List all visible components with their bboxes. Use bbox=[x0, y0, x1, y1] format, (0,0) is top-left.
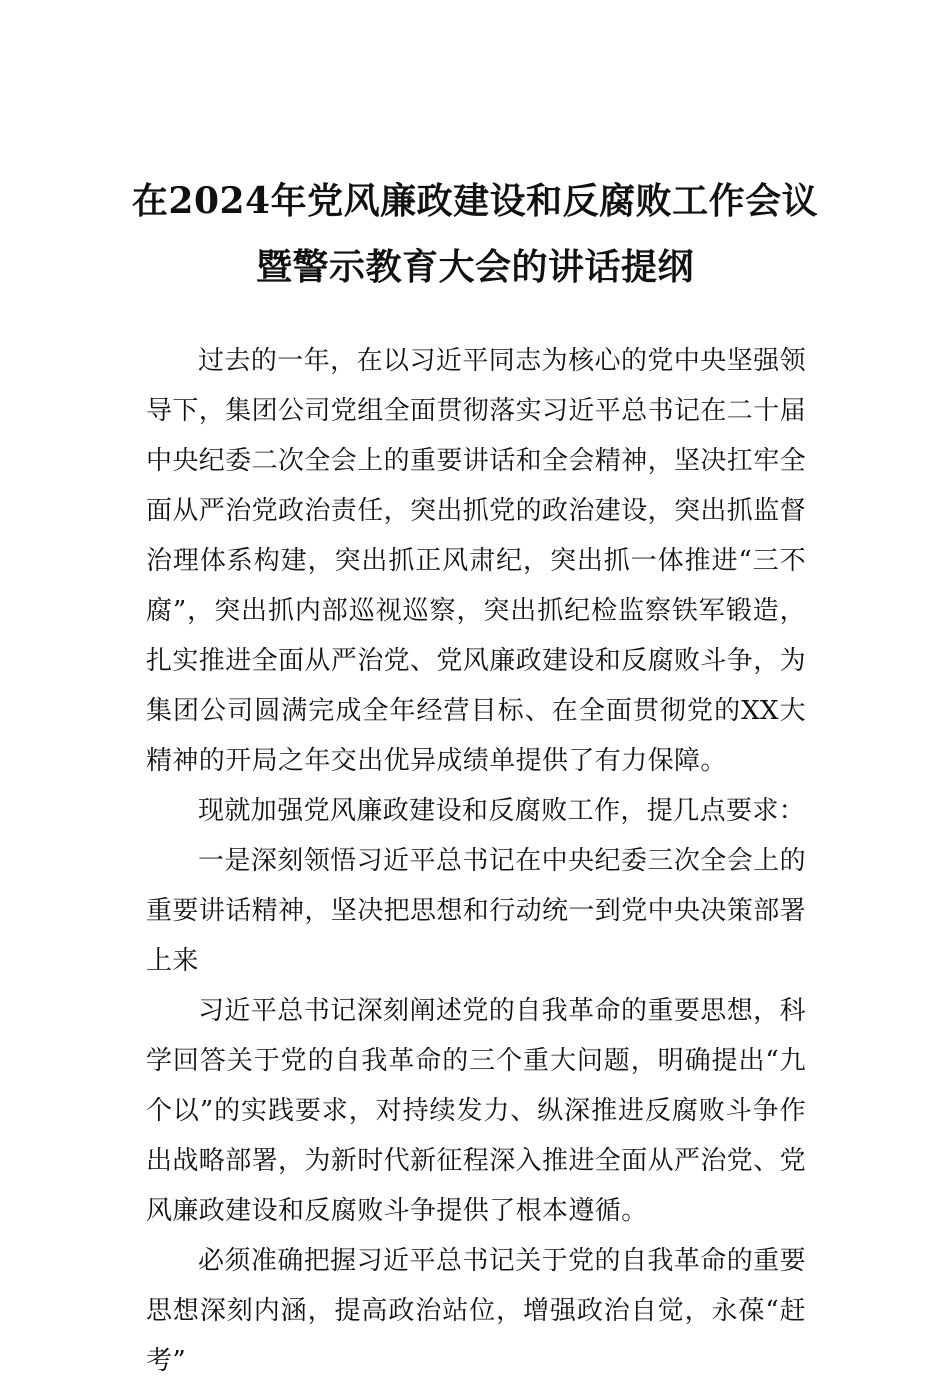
document-body bbox=[146, 336, 806, 1386]
paragraph-point-one-heading: 一是深刻领悟习近平总书记在中央纪委三次全会上的重要讲话精神，坚决把思想和行动统一到党中央决策部署上来 bbox=[146, 846, 807, 976]
paragraph-requirements-intro: 现就加强党风廉政建设和反腐败工作，提几点要求： bbox=[198, 796, 806, 826]
paragraph-review: 过去的一年，在以习近平同志为核心的党中央坚强领导下，集团公司党组全面贯彻落实习近平总书记在二十届中央纪委二次全会上的重要讲话和全会精神，坚决扛牢全面从严治党政治责任，突出抓党的政治建设，突出抓监督治理体系构建，突出抓正风肃纪，突出抓一体推进“三不腐”，突出抓内部巡视巡察，突出抓纪检监察铁军锻造，扎实推进全面从严治党、党风廉政建设和反腐败斗争，为集团公司圆满完成全年经营目标、在全面贯彻党的XX大精神的开局之年交出优异成绩单提供了有力保障。 bbox=[146, 346, 807, 776]
title-line-1: 在2024年党风廉政建设和反腐败工作会议 bbox=[131, 180, 819, 222]
document-title bbox=[120, 168, 830, 300]
paragraph-self-revolution: 习近平总书记深刻阐述党的自我革命的重要思想，科学回答关于党的自我革命的三个重大问题，明确提出“九个以”的实践要求，对持续发力、纵深推进反腐败斗争作出战略部署，为新时代新征程深入推进全面从严治党、党风廉政建设和反腐败斗争提供了根本遵循。 bbox=[146, 996, 807, 1226]
title-line-2: 暨警示教育大会的讲话提纲 bbox=[255, 246, 694, 288]
paragraph-must-grasp: 必须准确把握习近平总书记关于党的自我革命的重要思想深刻内涵，提高政治站位，增强政治自觉，永葆“赶考” bbox=[146, 1246, 806, 1376]
